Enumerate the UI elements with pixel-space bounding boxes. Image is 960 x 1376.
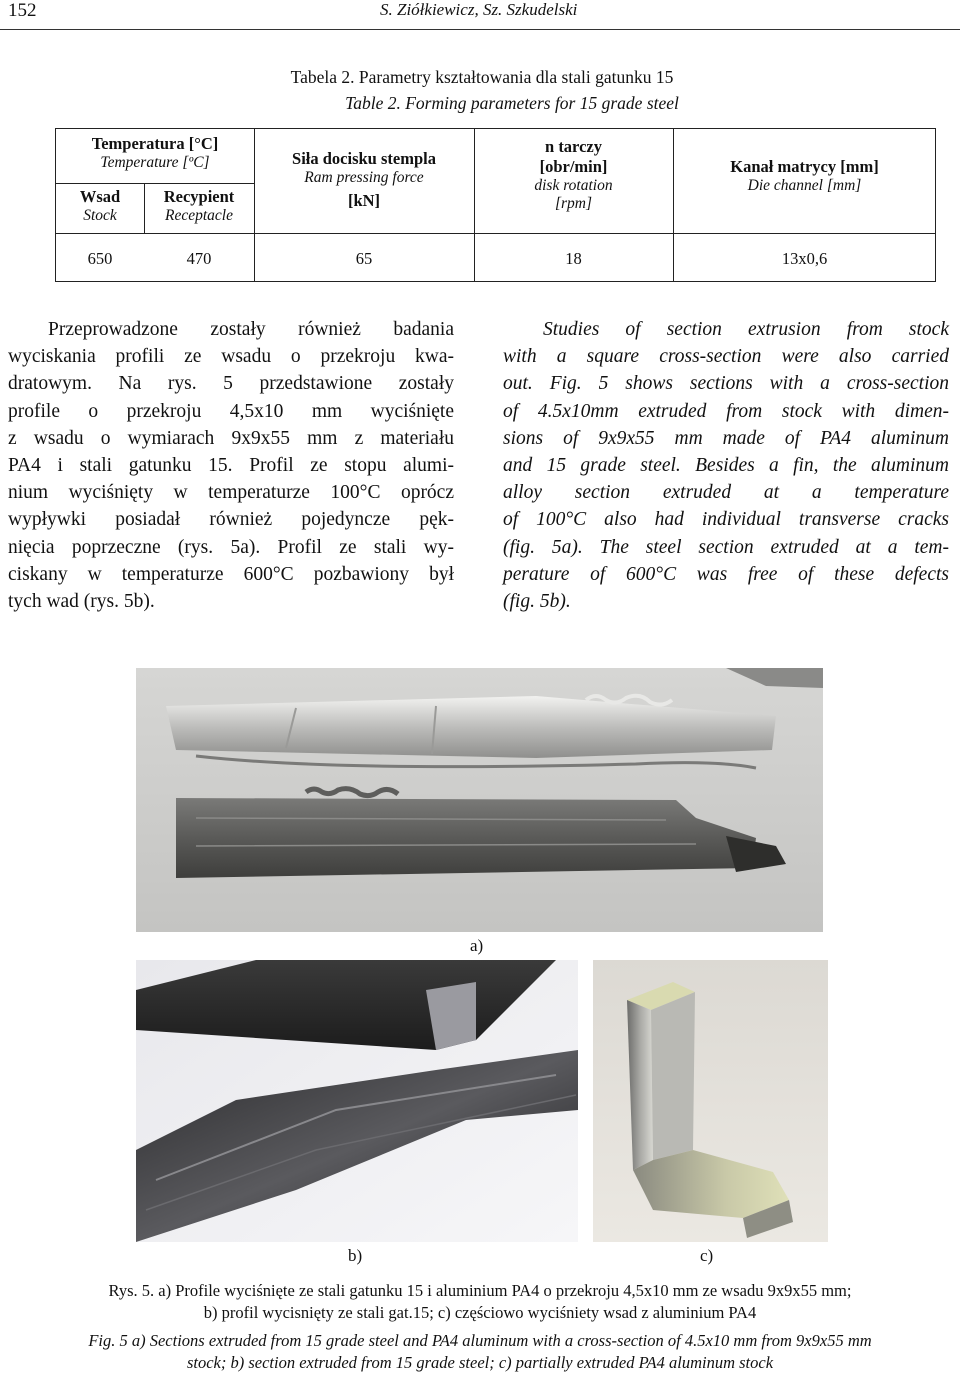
text-line: tych wad (rys. 5b). xyxy=(8,591,155,613)
figure-caption-en-line: Fig. 5 a) Sections extruded from 15 grade steel and PA4 aluminum with a cross-section of 4.5x10 mm from 9x9x55 mm xyxy=(88,1331,872,1350)
text-line: z wsadu o wymiarach 9x9x55 mm z materiału xyxy=(8,427,454,449)
figure-caption-pl xyxy=(0,1280,960,1324)
text-line: of 100°C also had individual transverse cracks xyxy=(503,509,949,531)
text-line: (fig. 5a). The steel section extruded at a tem- xyxy=(503,536,949,558)
text-line: PA4 i stali gatunku 15. Profil ze stopu alumi- xyxy=(8,455,454,477)
table-divider xyxy=(56,233,936,234)
text-line: out. Fig. 5 shows sections with a cross-section xyxy=(503,373,949,395)
figure-caption-pl-line: b) profil wycisnięty ze stali gat.15; c) częściowo wyciśniety wsad z aluminium PA4 xyxy=(203,1303,757,1322)
header-temperature-en: Temperature [ºC] xyxy=(100,153,210,171)
header-rotation-unit-en: [rpm] xyxy=(554,195,593,213)
text-line: perature of 600°C was free of these defects xyxy=(503,563,949,585)
text-line: (fig. 5b). xyxy=(503,591,571,613)
text-line: sions of 9x9x55 mm made of PA4 aluminum xyxy=(503,427,949,449)
page-number: 152 xyxy=(8,0,37,21)
header-force-pl: Siła docisku stempla xyxy=(292,149,436,168)
header-stock-en: Stock xyxy=(83,206,117,224)
cell-rotation: 18 xyxy=(565,249,582,268)
header-receptacle-pl: Recypient xyxy=(163,187,235,206)
figure-caption-pl-line: Rys. 5. a) Profile wyciśnięte ze stali gatunku 15 i aluminium PA4 o przekroju 4,5x10 mm ze wsadu 9x9x55 mm; xyxy=(108,1281,852,1300)
header-channel-pl: Kanał matrycy [mm] xyxy=(730,157,879,176)
table-divider xyxy=(56,183,254,184)
photo-extruded-sections-a xyxy=(136,668,823,932)
header-force-en: Ram pressing force xyxy=(304,168,424,186)
header-temperature-pl: Temperatura [°C] xyxy=(91,134,219,153)
photo-steel-section-b xyxy=(136,960,578,1242)
text-line: profile o przekroju 4,5x10 mm wyciśnięte xyxy=(8,400,454,422)
text-line: Studies of section extrusion from stock xyxy=(543,319,949,340)
text-line: and 15 grade steel. Besides a fin, the aluminum xyxy=(503,455,949,477)
text-line: wyciskania profili ze wsadu o przekroju kwa- xyxy=(8,346,454,368)
body-text-en xyxy=(503,316,949,615)
cell-stock-temperature: 650 xyxy=(87,249,113,268)
text-line: nium wyciśnięty w temperaturze 100°C oprócz xyxy=(8,482,454,504)
header-force-unit: [kN] xyxy=(347,191,381,211)
photo-aluminum-stock-c xyxy=(593,960,828,1242)
text-line: ciskany w temperaturze 600°C pozbawiony był xyxy=(8,563,454,585)
text-line: dratowym. Na rys. 5 przedstawione zostały xyxy=(8,373,454,395)
header-rotation-en: disk rotation xyxy=(534,176,613,194)
header-channel-en: Die channel [mm] xyxy=(747,176,862,194)
header-rule xyxy=(0,29,960,30)
text-line: Przeprowadzone zostały również badania xyxy=(48,319,454,340)
parameters-table xyxy=(55,128,936,282)
figure-label-b: b) xyxy=(348,1246,363,1265)
running-head: S. Ziółkiewicz, Sz. Szkudelski xyxy=(380,0,578,19)
figure-label-a: a) xyxy=(470,936,484,955)
table-caption-en: Table 2. Forming parameters for 15 grade steel xyxy=(345,93,679,113)
cell-receptacle-temperature: 470 xyxy=(186,249,212,268)
body-text-pl xyxy=(8,316,454,615)
cell-force: 65 xyxy=(355,249,373,268)
figure-caption-en-line: stock; b) section extruded from 15 grade steel; c) partially extruded PA4 aluminum stock xyxy=(186,1353,774,1372)
header-rotation-unit-pl: [obr/min] xyxy=(539,156,608,176)
text-line: of 4.5x10mm extruded from stock with dimen- xyxy=(503,400,949,422)
text-line: wypływki posiadał również pojedyncze pęk- xyxy=(8,509,454,531)
cell-channel: 13x0,6 xyxy=(781,249,828,268)
figure-caption-en xyxy=(0,1330,960,1374)
header-rotation-pl: n tarczy xyxy=(545,137,602,156)
page-header xyxy=(0,0,960,36)
text-line: alloy section extruded at a temperature xyxy=(503,482,949,504)
text-line: nięcia poprzeczne (rys. 5a). Profil ze stali wy- xyxy=(8,536,454,558)
header-stock-pl: Wsad xyxy=(79,187,121,206)
header-receptacle-en: Receptacle xyxy=(165,206,233,224)
text-line: with a square cross-section were also carried xyxy=(503,346,949,368)
table-caption-pl: Tabela 2. Parametry kształtowania dla stali gatunku 15 xyxy=(290,67,674,87)
figure-label-c: c) xyxy=(700,1246,714,1265)
